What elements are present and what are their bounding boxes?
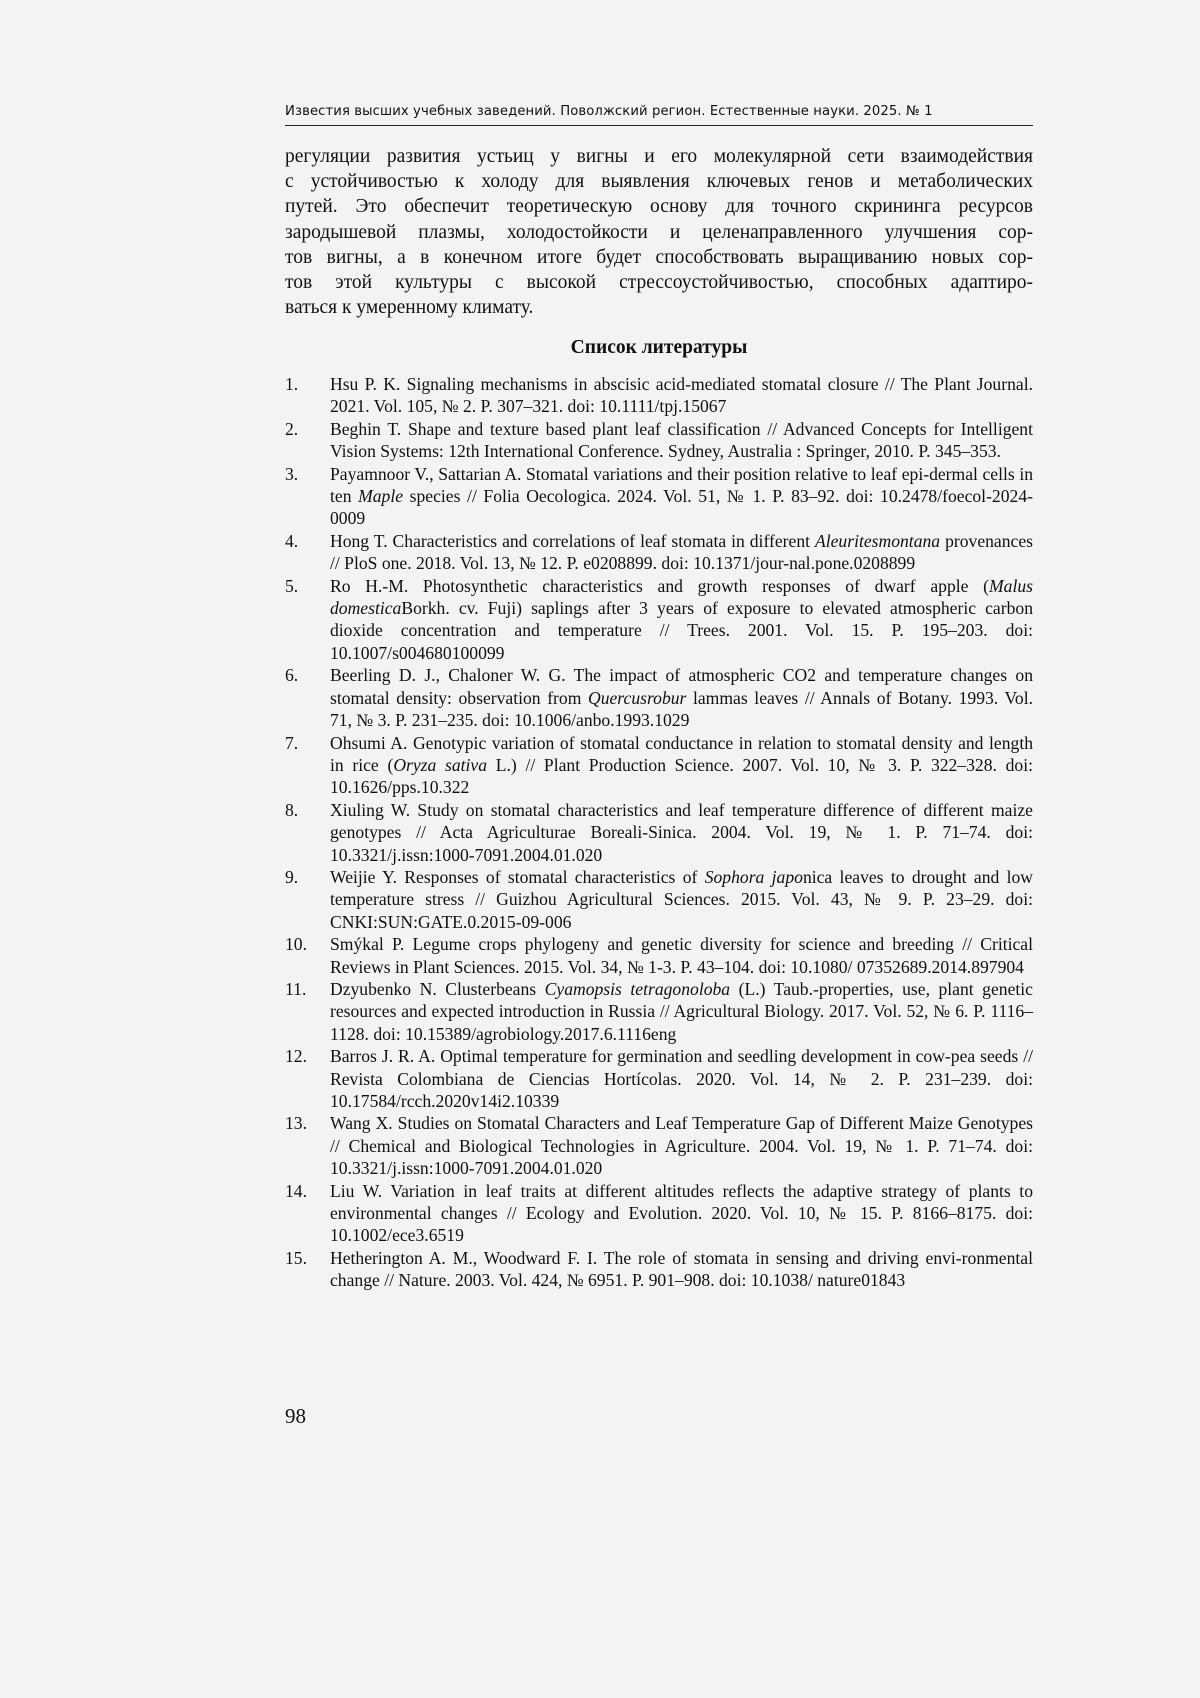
reference-number: 8. bbox=[285, 799, 321, 821]
reference-text-part: Hong T. Characteristics and correlations of leaf stomata in different bbox=[330, 531, 815, 551]
body-line: регуляции развития устьиц у вигны и его молекулярной сети взаимодействия bbox=[285, 144, 1033, 169]
reference-text bbox=[330, 530, 1033, 575]
reference-text-part: provenances // PloS one. 2018. Vol. 13, № 12. P. e0208899. doi: 10.1371/jour-nal.pone.0208899 bbox=[330, 531, 1033, 573]
reference-italic-part: Aleuritesmontana bbox=[815, 531, 940, 551]
reference-item bbox=[285, 866, 1033, 933]
reference-text-part: Wang X. Studies on Stomatal Characters and Leaf Temperature Gap of Different Maize Genotypes // Chemical and Biological Technologies in Agriculture. 2004. Vol. 19, № 1. P. 71–74. doi: 10.3321/j.issn:1000-7091.2004.01.020 bbox=[330, 1113, 1033, 1178]
reference-text-part: Ro H.-M. Photosynthetic characteristics and growth responses of dwarf apple ( bbox=[330, 576, 989, 596]
reference-number: 12. bbox=[285, 1045, 321, 1067]
reference-text bbox=[330, 978, 1033, 1045]
reference-italic-part: Oryza sativa bbox=[393, 755, 487, 775]
reference-text-part: Borkh. cv. Fuji) saplings after 3 years of exposure to elevated atmospheric carbon dioxide concentration and temperature // Trees. 2001. Vol. 15. P. 195–203. doi: 10.1007/s004680100099 bbox=[330, 598, 1033, 663]
reference-text-part: Hsu P. K. Signaling mechanisms in abscisic acid-mediated stomatal closure // The Plant Journal. 2021. Vol. 105, № 2. P. 307–321. doi: 10.1111/tpj.15067 bbox=[330, 374, 1033, 416]
reference-number: 7. bbox=[285, 732, 321, 754]
reference-item bbox=[285, 933, 1033, 978]
reference-text bbox=[330, 933, 1033, 978]
reference-number: 3. bbox=[285, 463, 321, 485]
reference-item bbox=[285, 1112, 1033, 1179]
reference-number: 1. bbox=[285, 373, 321, 395]
reference-text-part: (L.) Taub.-properties, use, plant genetic resources and expected introduction in Russia // Agricultural Biology. 2017. Vol. 52, № 6. P. 1116–1128. doi: 10.15389/agrobiology.2017.6.1116eng bbox=[330, 979, 1033, 1044]
body-line: тов этой культуры с высокой стрессоустойчивостью, способных адаптиро- bbox=[285, 270, 1033, 295]
reference-item bbox=[285, 1247, 1033, 1292]
reference-italic-part: Cyamopsis tetragonoloba bbox=[545, 979, 730, 999]
reference-number: 15. bbox=[285, 1247, 321, 1269]
reference-italic-part: Maple bbox=[358, 486, 403, 506]
reference-number: 6. bbox=[285, 664, 321, 686]
reference-text-part: Barros J. R. A. Optimal temperature for germination and seedling development in cow-pea seeds // Revista Colombiana de Ciencias Hortícolas. 2020. Vol. 14, № 2. P. 231–239. doi: 10.17584/rcch.2020v14i2.10339 bbox=[330, 1046, 1033, 1111]
reference-item bbox=[285, 1180, 1033, 1247]
reference-item bbox=[285, 664, 1033, 731]
running-head: Известия высших учебных заведений. Поволжский регион. Естественные науки. 2025. № 1 bbox=[285, 104, 1033, 126]
reference-number: 9. bbox=[285, 866, 321, 888]
reference-text-part: Dzyubenko N. Clusterbeans bbox=[330, 979, 545, 999]
reference-item bbox=[285, 1045, 1033, 1112]
reference-item bbox=[285, 418, 1033, 463]
reference-text-part: species // Folia Oecologica. 2024. Vol. 51, № 1. P. 83–92. doi: 10.2478/foecol-2024-0009 bbox=[330, 486, 1033, 528]
reference-item bbox=[285, 575, 1033, 665]
body-line: ваться к умеренному климату. bbox=[285, 295, 1033, 320]
reference-number: 14. bbox=[285, 1180, 321, 1202]
reference-number: 4. bbox=[285, 530, 321, 552]
reference-text bbox=[330, 1247, 1033, 1292]
reference-number: 13. bbox=[285, 1112, 321, 1134]
reference-text bbox=[330, 463, 1033, 530]
reference-number: 11. bbox=[285, 978, 321, 1000]
body-line: с устойчивостью к холоду для выявления ключевых генов и метаболических bbox=[285, 169, 1033, 194]
reference-text bbox=[330, 575, 1033, 665]
page-number: 98 bbox=[285, 1404, 306, 1429]
reference-text-part: lammas leaves // Annals of Botany. 1993. Vol. 71, № 3. P. 231–235. doi: 10.1006/anbo.1993.1029 bbox=[330, 688, 1033, 730]
body-line: путей. Это обеспечит теоретическую основу для точного скрининга ресурсов bbox=[285, 194, 1033, 219]
reference-text bbox=[330, 373, 1033, 418]
reference-text-part: Payamnoor V., Sattarian A. Stomatal variations and their position relative to leaf epi-dermal cells in ten bbox=[330, 464, 1033, 506]
body-line: тов вигны, а в конечном итоге будет способствовать выращиванию новых сор- bbox=[285, 245, 1033, 270]
reference-text bbox=[330, 1045, 1033, 1112]
reference-item bbox=[285, 978, 1033, 1045]
reference-item bbox=[285, 463, 1033, 530]
journal-page bbox=[0, 0, 1200, 1698]
reference-item bbox=[285, 373, 1033, 418]
reference-text bbox=[330, 664, 1033, 731]
reference-item bbox=[285, 530, 1033, 575]
reference-text-part: Ohsumi A. Genotypic variation of stomatal conductance in relation to stomatal density and length in rice ( bbox=[330, 733, 1033, 775]
reference-text bbox=[330, 1180, 1033, 1247]
reference-text-part: Beerling D. J., Chaloner W. G. The impact of atmospheric CO2 and temperature changes on stomatal density: observation from bbox=[330, 665, 1033, 707]
reference-text-part: Beghin T. Shape and texture based plant leaf classification // Advanced Concepts for Intelligent Vision Systems: 12th International Conference. Sydney, Australia : Springer, 2010. P. 345–353. bbox=[330, 419, 1033, 461]
reference-item bbox=[285, 732, 1033, 799]
reference-text bbox=[330, 1112, 1033, 1179]
reference-text-part: Hetherington A. M., Woodward F. I. The role of stomata in sensing and driving envi-ronmental change // Nature. 2003. Vol. 424, № 6951. P. 901–908. doi: 10.1038/ nature01843 bbox=[330, 1248, 1033, 1290]
reference-item bbox=[285, 799, 1033, 866]
reference-text bbox=[330, 866, 1033, 933]
reference-number: 10. bbox=[285, 933, 321, 955]
body-paragraph bbox=[285, 144, 1033, 320]
reference-italic-part: Sophora japo bbox=[705, 867, 803, 887]
reference-text-part: L.) // Plant Production Science. 2007. Vol. 10, № 3. P. 322–328. doi: 10.1626/pps.10.322 bbox=[330, 755, 1033, 797]
reference-text-part: Smýkal P. Legume crops phylogeny and genetic diversity for science and breeding // Critical Reviews in Plant Sciences. 2015. Vol. 34, № 1-3. P. 43–104. doi: 10.1080/ 07352689.2014.897904 bbox=[330, 934, 1033, 976]
reference-italic-part: Malus domestica bbox=[330, 576, 1033, 618]
reference-text bbox=[330, 799, 1033, 866]
references-title: Список литературы bbox=[285, 337, 1033, 359]
reference-text-part: Liu W. Variation in leaf traits at different altitudes reflects the adaptive strategy of plants to environmental changes // Ecology and Evolution. 2020. Vol. 10, № 15. P. 8166–8175. doi: 10.1002/ece3.6519 bbox=[330, 1181, 1033, 1246]
body-line: зародышевой плазмы, холодостойкости и целенаправленного улучшения сор- bbox=[285, 220, 1033, 245]
reference-text-part: nica leaves to drought and low temperature stress // Guizhou Agricultural Sciences. 2015. Vol. 43, № 9. P. 23–29. doi: CNKI:SUN:GATE.0.2015-09-006 bbox=[330, 867, 1033, 932]
reference-text-part: Xiuling W. Study on stomatal characteristics and leaf temperature difference of different maize genotypes // Acta Agriculturae Boreali-Sinica. 2004. Vol. 19, № 1. P. 71–74. doi: 10.3321/j.issn:1000-7091.2004.01.020 bbox=[330, 800, 1033, 865]
reference-text bbox=[330, 418, 1033, 463]
reference-text-part: Weijie Y. Responses of stomatal characteristics of bbox=[330, 867, 705, 887]
reference-number: 5. bbox=[285, 575, 321, 597]
reference-number: 2. bbox=[285, 418, 321, 440]
reference-italic-part: Quercusrobur bbox=[588, 688, 686, 708]
reference-list bbox=[285, 373, 1033, 1292]
reference-text bbox=[330, 732, 1033, 799]
